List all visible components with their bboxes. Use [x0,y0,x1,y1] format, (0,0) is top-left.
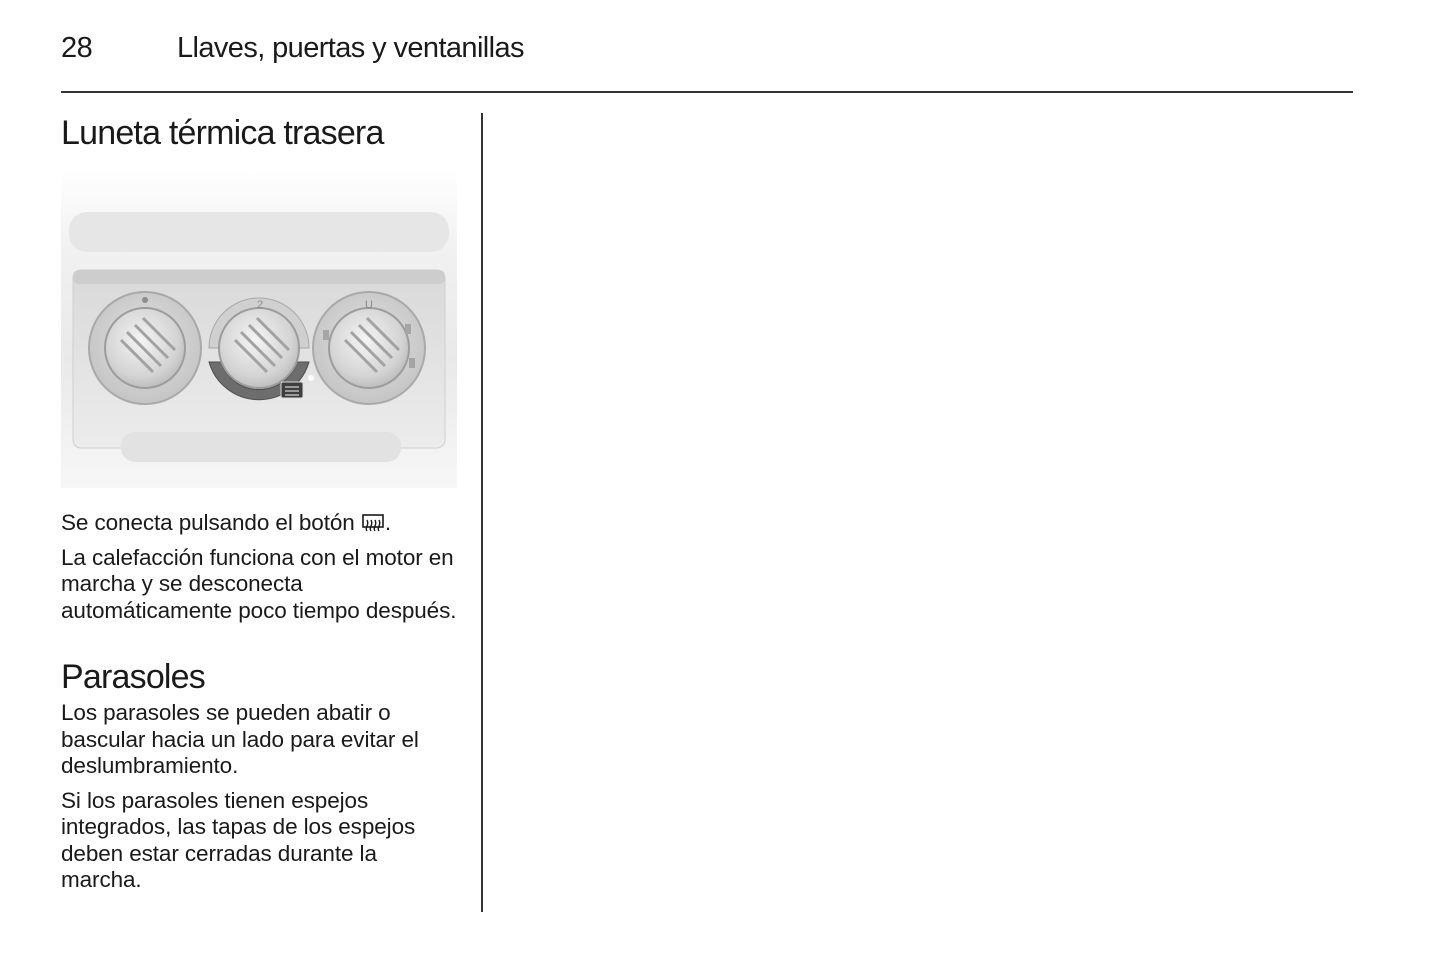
page-header [61,28,1353,68]
middle-knob-label: 2 [257,299,264,311]
paragraph-sun-visors: Los parasoles se pueden abatir o bascular hacia un lado para evitar el deslumbramiento. [61,700,419,778]
paragraph-sun-visor-mirrors: Si los parasoles tienen espejos integrados, las tapas de los espejos deben estar cerradas durante la marcha. [61,787,416,892]
heater-controls-illustration [61,170,457,488]
rear-window-heater-icon [361,513,385,533]
section-title-rear-window: Luneta térmica trasera [61,114,384,152]
chapter-title: Llaves, puertas y ventanillas [177,32,524,64]
column-divider [481,113,483,912]
page-number: 28 [61,32,93,64]
paragraph-heating-info: La calefacción funciona con el motor en marcha y se desconecta automáticamente poco tiempo después. [61,544,457,623]
header-divider [61,91,1353,93]
paragraph-end: . [384,510,391,535]
right-knob-label: U [365,299,373,311]
section-title-sun-visors: Parasoles [61,658,205,696]
paragraph-text: Se conecta pulsando el botón [61,510,355,535]
left-column [61,110,461,894]
paragraph-rear-window-activation [61,510,461,537]
